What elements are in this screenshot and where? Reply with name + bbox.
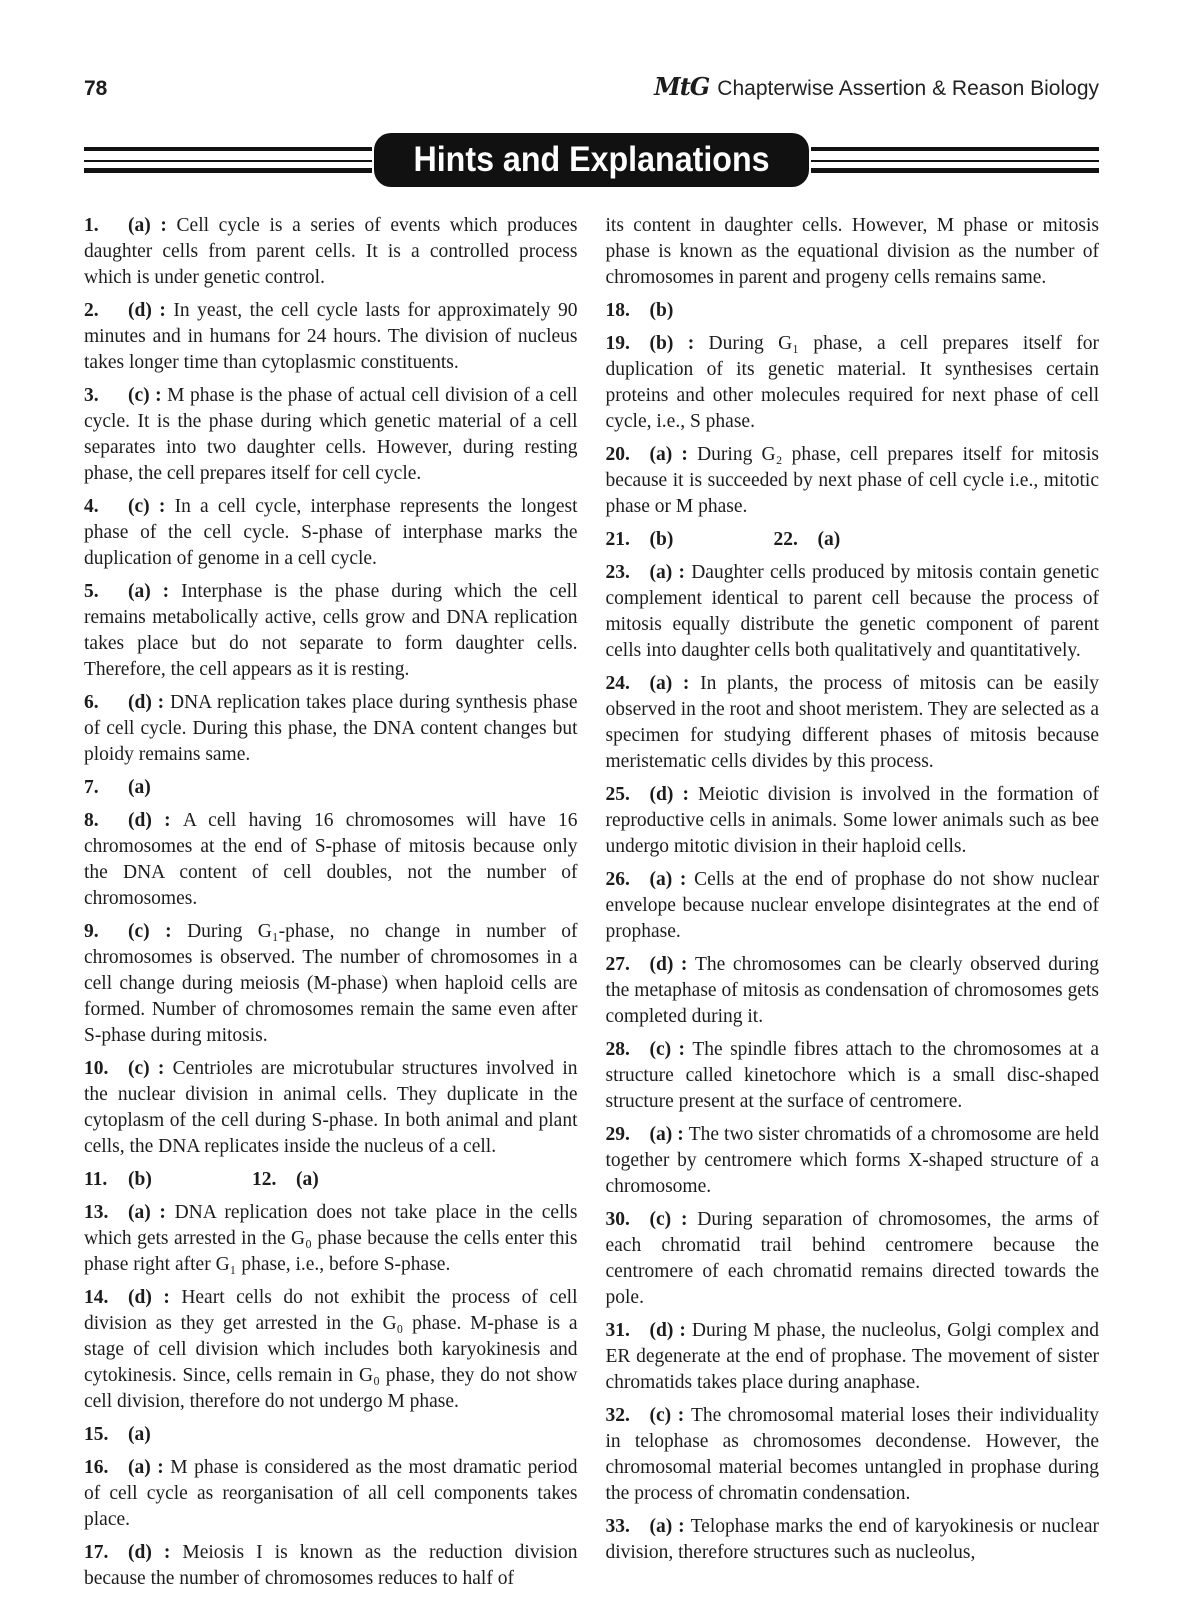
item-answer: (d) : (128, 810, 183, 831)
item-number: 12. (252, 1169, 277, 1190)
item-number: 19. (605, 333, 630, 354)
item-text: The chromosomes can be clearly observed during the metaphase of mitosis as condensation of chromosomes gets completed during it. (605, 954, 1100, 1027)
rule-lines-left (84, 147, 372, 173)
item-answer: (a) : (128, 1202, 175, 1223)
item-text: During G₂ phase, cell prepares itself for mitosis because it is succeeded by next phase of cell cycle i.e., mitotic phase or M phase. (605, 444, 1099, 517)
item-answer: (a) (296, 1169, 319, 1190)
explanation-item (84, 579, 578, 683)
item-text: Cell cycle is a series of events which produces daughter cells from parent cells. It is a controlled process which is under genetic control. (84, 215, 578, 288)
page-number: 78 (84, 77, 108, 100)
item-number: 3. (84, 385, 99, 406)
explanation-item (606, 1514, 1100, 1566)
section-title: Hints and Explanations (413, 140, 770, 179)
item-answer: (a) : (128, 1457, 171, 1478)
explanation-item (84, 919, 578, 1049)
item-text: M phase is the phase of actual cell division of a cell cycle. It is the phase during which genetic material of a cell separates into two daughter cells. However, during resting phase, the cell prepares itself for cell cycle. (84, 385, 578, 484)
item-answer: (a) : (128, 215, 177, 236)
item-text: The chromosomal material loses their individuality in telophase as chromosomes decondense. However, the chromosomal material becomes untangled in prophase during the process of chromatin condensation. (605, 1405, 1099, 1504)
item-number: 23. (605, 562, 630, 583)
item-answer: (a) : (649, 673, 701, 694)
item-text: Meiotic division is involved in the formation of reproductive cells in animals. Some lower animals such as bee undergo mitotic division in their haploid cells. (605, 784, 1100, 857)
item-text: its content in daughter cells. However, M phase or mitosis phase is known as the equational division as the number of chromosomes in parent and progeny cells remains same. (605, 215, 1099, 288)
column-left (84, 213, 578, 1599)
item-answer: (b) : (649, 333, 709, 354)
explanation-item (84, 690, 578, 768)
item-text: DNA replication takes place during synthesis phase of cell cycle. During this phase, the DNA content changes but ploidy remains same. (84, 692, 578, 765)
explanation-item (606, 1318, 1100, 1396)
header-title: Chapterwise Assertion & Reason Biology (717, 77, 1099, 100)
item-number: 29. (605, 1124, 630, 1145)
item-answer: (b) (128, 1169, 152, 1190)
item-number: 22. (773, 529, 798, 550)
explanation-item (84, 1200, 578, 1278)
item-answer: (a) : (128, 581, 182, 602)
explanation-item (84, 1285, 578, 1415)
explanation-item (606, 442, 1100, 520)
item-number: 2. (84, 300, 99, 321)
item-text: Interphase is the phase during which the cell remains metabolically active, cells grow and DNA replication takes place but do not separate to form daughter cells. Therefore, the cell appears as it is resting. (84, 581, 578, 680)
item-number: 20. (605, 444, 630, 465)
explanation-item (606, 1403, 1100, 1507)
explanation-item (84, 494, 578, 572)
item-text: Daughter cells produced by mitosis contain genetic complement identical to parent cell because the process of mitosis equally distribute the genetic component of parent cells into daughter cells both qualitatively and quantitatively. (605, 562, 1099, 661)
mtg-logo: MtG (654, 72, 710, 101)
item-text: Centrioles are microtubular structures involved in the nuclear division in animal cells. They duplicate in the cytoplasm of the cell during S-phase. In both animal and plant cells, the DNA replicates inside the nucleus of a cell. (84, 1058, 578, 1157)
item-number: 4. (84, 496, 99, 517)
item-answer: (d) : (128, 692, 170, 713)
item-text: In yeast, the cell cycle lasts for approximately 90 minutes and in humans for 24 hours. The division of nucleus takes longer time than cytoplasmic constituents. (84, 300, 578, 373)
two-column-body (84, 213, 1099, 1599)
item-number: 24. (605, 673, 630, 694)
explanation-item (606, 782, 1100, 860)
item-number: 33. (605, 1516, 630, 1537)
answer-pair-row (84, 1167, 578, 1193)
item-answer: (c) : (649, 1039, 693, 1060)
explanation-item (84, 1422, 578, 1448)
item-number: 6. (84, 692, 99, 713)
explanation-item (84, 383, 578, 487)
item-number: 27. (605, 954, 630, 975)
explanation-item (606, 560, 1100, 664)
explanation-item (84, 808, 578, 912)
item-number: 15. (84, 1424, 109, 1445)
item-text: In a cell cycle, interphase represents the longest phase of the cell cycle. S-phase of interphase marks the duplication of genome in a cell cycle. (84, 496, 578, 569)
page-header (84, 0, 1099, 101)
item-answer: (c) : (128, 496, 175, 517)
item-number: 28. (605, 1039, 630, 1060)
continuation-text (606, 213, 1100, 291)
item-number: 9. (84, 921, 99, 942)
item-text: During separation of chromosomes, the arms of each chromatid trail behind centromere because the centromere of each chromatid remains directed towards the pole. (605, 1209, 1099, 1308)
item-number: 18. (605, 300, 630, 321)
item-number: 16. (84, 1457, 109, 1478)
explanation-item (606, 1037, 1100, 1115)
item-number: 8. (84, 810, 99, 831)
explanation-item (606, 1122, 1100, 1200)
item-number: 5. (84, 581, 99, 602)
explanation-item (606, 671, 1100, 775)
item-answer: (a) (817, 529, 841, 550)
item-number: 26. (605, 869, 630, 890)
explanation-item (84, 298, 578, 376)
item-answer: (c) : (128, 1058, 173, 1079)
item-text: During G₁ phase, a cell prepares itself for duplication of its genetic material. It synthesises certain proteins and other molecules required for next phase of cell cycle, i.e., S phase. (605, 333, 1100, 432)
column-right (606, 213, 1100, 1599)
item-text: The two sister chromatids of a chromosome are held together by centromere which forms X-shaped structure of a chromosome. (605, 1124, 1099, 1197)
explanation-item (84, 1056, 578, 1160)
item-answer: (b) (649, 300, 674, 321)
item-answer: (a) : (649, 562, 692, 583)
item-text: Telophase marks the end of karyokinesis or nuclear division, therefore structures such as nucleolus, (605, 1516, 1099, 1563)
item-answer: (d) : (649, 1320, 692, 1341)
item-answer: (b) (649, 529, 674, 550)
item-number: 17. (84, 1542, 109, 1563)
item-answer: (a) : (649, 1516, 691, 1537)
item-text: During M phase, the nucleolus, Golgi complex and ER degenerate at the end of prophase. The movement of sister chromatids takes place during anaphase. (605, 1320, 1100, 1393)
item-answer: (c) : (649, 1209, 698, 1230)
explanation-item (84, 213, 578, 291)
item-text: The spindle fibres attach to the chromosomes at a structure called kinetochore which is a small disc-shaped structure present at the surface of centromere. (605, 1039, 1099, 1112)
explanation-item (606, 952, 1100, 1030)
section-title-capsule (374, 133, 809, 187)
explanation-item (606, 867, 1100, 945)
item-text: Cells at the end of prophase do not show nuclear envelope because nuclear envelope disintegrates at the end of prophase. (605, 869, 1099, 942)
item-answer: (c) : (128, 385, 168, 406)
running-head (654, 72, 1099, 101)
item-answer: (a) (128, 1424, 151, 1445)
item-text: DNA replication does not take place in the cells which gets arrested in the G₀ phase because the cells enter this phase right after G₁ phase, i.e., before S-phase. (84, 1202, 578, 1275)
item-number: 13. (84, 1202, 109, 1223)
section-banner (84, 133, 1099, 187)
item-answer: (d) : (128, 1542, 183, 1563)
item-answer: (d) : (128, 1287, 182, 1308)
item-number: 30. (605, 1209, 630, 1230)
explanation-item (606, 331, 1100, 435)
item-answer: (a) : (649, 869, 695, 890)
item-number: 32. (605, 1405, 630, 1426)
item-number: 7. (84, 777, 99, 798)
item-text: A cell having 16 chromosomes will have 16 chromosomes at the end of S-phase of mitosis because only the DNA content of cell doubles, not the number of chromosomes. (84, 810, 578, 909)
item-text: M phase is considered as the most dramatic period of cell cycle as reorganisation of all cell components takes place. (84, 1457, 578, 1530)
explanation-item (606, 298, 1100, 324)
explanation-item (84, 1540, 578, 1592)
rule-lines-right (811, 147, 1099, 173)
explanation-item (84, 1455, 578, 1533)
item-number: 10. (84, 1058, 109, 1079)
item-answer: (a) (128, 777, 151, 798)
item-text: Meiosis I is known as the reduction division because the number of chromosomes reduces to half of (84, 1542, 578, 1589)
item-number: 11. (84, 1169, 108, 1190)
item-number: 1. (84, 215, 99, 236)
item-number: 21. (605, 529, 630, 550)
item-text: Heart cells do not exhibit the process of cell division as they get arrested in the G₀ phase. M-phase is a stage of cell division which includes both karyokinesis and cytokinesis. Since, cells remain in G₀ phase, they do not show cell division, therefore do not undergo M phase. (84, 1287, 578, 1412)
explanation-item (606, 1207, 1100, 1311)
explanation-item (84, 775, 578, 801)
item-answer: (d) : (649, 954, 696, 975)
item-text: During G₁-phase, no change in number of chromosomes is observed. The number of chromosomes in a cell change during meiosis (M-phase) when haploid cells are formed. Number of chromosomes remain the same even after S-phase during mitosis. (84, 921, 578, 1046)
item-number: 25. (605, 784, 630, 805)
item-answer: (d) : (649, 784, 699, 805)
item-answer: (c) : (649, 1405, 691, 1426)
item-answer: (c) : (128, 921, 188, 942)
answer-pair-row (606, 527, 1100, 553)
item-answer: (a) : (649, 1124, 689, 1145)
item-number: 31. (605, 1320, 630, 1341)
item-answer: (a) : (649, 444, 698, 465)
item-text: In plants, the process of mitosis can be easily observed in the root and shoot meristem. They are selected as a specimen for studying different phases of mitosis because meristematic cells divides by this process. (605, 673, 1099, 772)
item-answer: (d) : (128, 300, 174, 321)
item-number: 14. (84, 1287, 109, 1308)
